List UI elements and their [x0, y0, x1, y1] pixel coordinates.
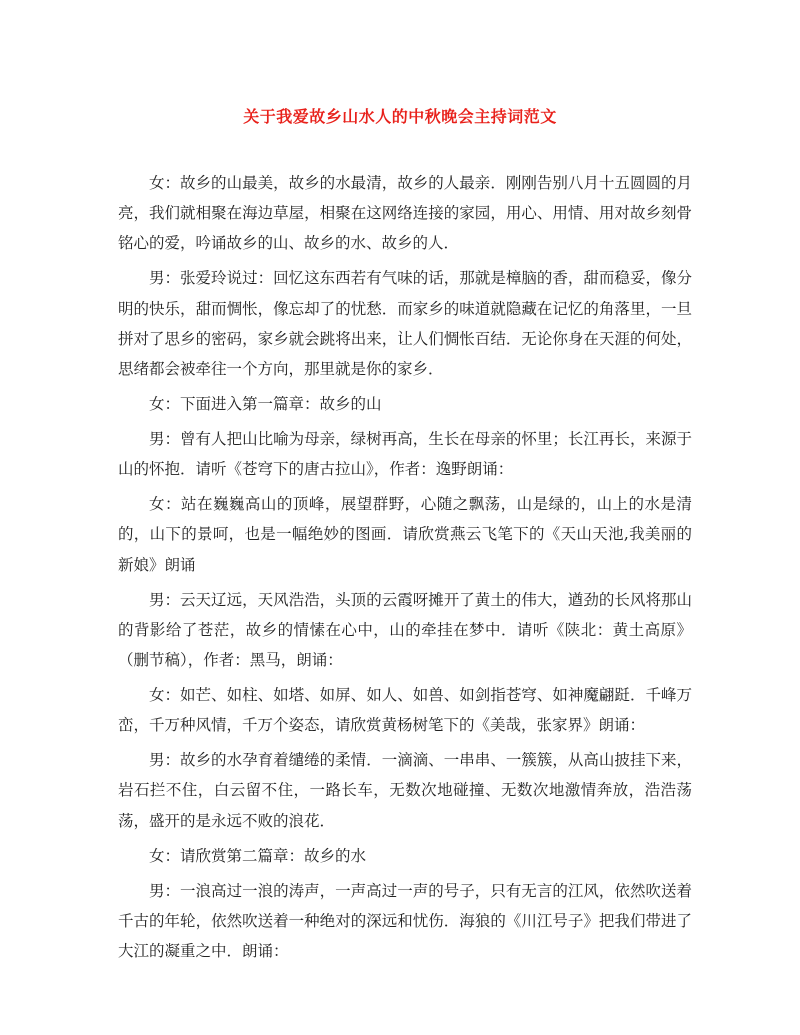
paragraph: 男：故乡的水孕育着缱绻的柔情．一滴滴、一串串、一簇簇，从高山披挂下来，岩石拦不住，白云留不住，一路长车，无数次地碰撞、无数次地激情奔放，浩浩荡荡，盛开的是永远不败的浪花． — [118, 751, 692, 830]
paragraph: 男：张爱玲说过：回忆这东西若有气味的话，那就是樟脑的香，甜而稳妥，像分明的快乐，甜而惆怅，像忘却了的忧愁．而家乡的味道就隐藏在记忆的角落里，一旦拼对了思乡的密码，家乡就会跳将出来，让人们惆怅百结．无论你身在天涯的何处，思绪都会被牵往一个方向，那里就是你的家乡． — [118, 269, 692, 379]
paragraph: 男：云天辽远，天风浩浩，头顶的云霞呀摊开了黄土的伟大，遒劲的长风将那山的背影给了苍茫，故乡的情愫在心中，山的牵挂在梦中．请听《陕北：黄土高原》（删节稿），作者：黑马，朗诵： — [118, 590, 692, 670]
paragraph: 男：曾有人把山比喻为母亲，绿树再高，生长在母亲的怀里；长江再长，来源于山的怀抱．请听《苍穹下的唐古拉山》，作者：逸野朗诵： — [118, 430, 692, 479]
paragraph: 女：下面进入第一篇章：故乡的山 — [149, 395, 382, 414]
paragraph: 女：站在巍巍高山的顶峰，展望群野，心随之飘荡，山是绿的，山上的水是清的，山下的景呵，也是一幅绝妙的图画．请欣赏燕云飞笔下的《天山天池,我美丽的新娘》朗诵 — [118, 495, 692, 574]
document-title: 关于我爱故乡山水人的中秋晚会主持词范文 — [243, 107, 557, 126]
paragraph: 女：故乡的山最美，故乡的水最清，故乡的人最亲．刚刚告别八月十五圆圆的月亮，我们就相聚在海边草屋，相聚在这网络连接的家园，用心、用情、用对故乡刻骨铭心的爱，吟诵故乡的山、故乡的水、故乡的人． — [118, 174, 692, 253]
paragraph: 女：如芒、如柱、如塔、如屏、如人、如兽、如剑指苍穹、如神魔翩跹．千峰万峦，千万种风情，千万个姿态，请欣赏黄杨树笔下的《美哉，张家界》朗诵： — [118, 686, 692, 735]
document-body — [118, 168, 692, 971]
paragraph: 女：请欣赏第二篇章：故乡的水 — [149, 846, 367, 865]
paragraph: 男：一浪高过一浪的涛声，一声高过一声的号子，只有无言的江风，依然吹送着千古的年轮，依然吹送着一种绝对的深远和忧伤．海狼的《川江号子》把我们带进了大江的凝重之中．朗诵： — [118, 881, 692, 961]
